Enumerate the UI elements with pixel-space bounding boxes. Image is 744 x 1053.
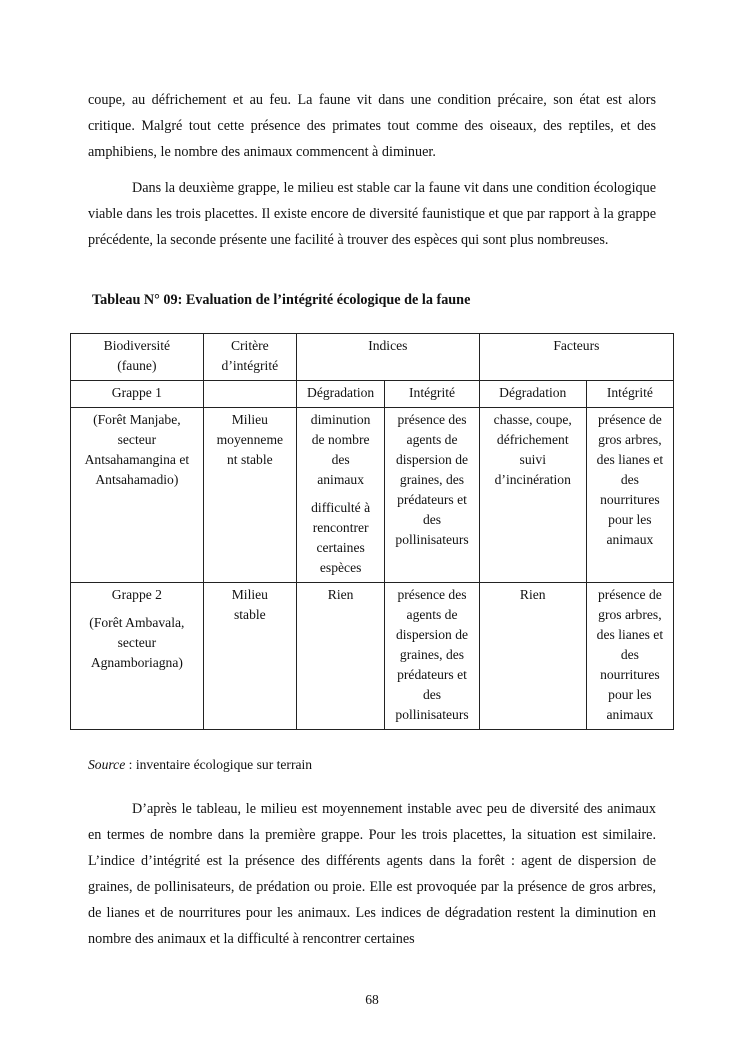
table-source (88, 756, 312, 774)
row1-indices-integrity: présence des agents de dispersion de graines, des prédateurs et des pollinisateurs (385, 408, 479, 583)
source-label: Source (88, 757, 126, 772)
paragraph-analysis: D’après le tableau, le milieu est moyennement instable avec peu de diversité des animaux en termes de nombre dans la première grappe. Pour les trois placettes, la situation est similaire. L’indice d’intégrité est la présence des différents agents dans la forêt : agent de dispersion de graines, de pollinisateurs, de prédation ou proie. Elle est provoquée par la présence de gros arbres, de lianes et de nourritures pour les animaux. Les indices de dégradation restent la diminution en nombre des animaux et la difficulté à rencontrer certaines (88, 801, 656, 947)
page-number: 68 (365, 992, 379, 1007)
row1-group: Grappe 1 (71, 381, 204, 408)
table-title: Tableau N° 09: Evaluation de l’intégrité écologique de la faune (92, 292, 471, 308)
table-row (71, 583, 674, 730)
row1-factors-integrity: présence de gros arbres, des lianes et des nourritures pour les animaux (586, 408, 673, 583)
table-header-row (71, 334, 674, 381)
header-factors: Facteurs (479, 334, 673, 381)
header-indices: Indices (296, 334, 479, 381)
row2-indices-degradation: Rien (296, 583, 384, 730)
subheader-factors-integrity: Intégrité (586, 381, 673, 408)
header-biodiversity: Biodiversité (faune) (71, 334, 204, 381)
row2-criterion: Milieu stable (203, 583, 296, 730)
row1-factors-degradation: chasse, coupe, défrichement suivi d’incinération (479, 408, 586, 583)
row2-factors-degradation: Rien (479, 583, 586, 730)
subheader-indices-integrity: Intégrité (385, 381, 479, 408)
table-subheader-row (71, 381, 674, 408)
row1-empty-criterion-header (203, 381, 296, 408)
source-text: : inventaire écologique sur terrain (125, 757, 313, 772)
row1-indices-degradation: diminution de nombre des animaux difficulté à rencontrer certaines espèces (296, 408, 384, 583)
fauna-integrity-table (70, 333, 674, 730)
subheader-factors-degradation: Dégradation (479, 381, 586, 408)
row2-factors-integrity: présence de gros arbres, des lianes et des nourritures pour les animaux (586, 583, 673, 730)
subheader-indices-degradation: Dégradation (296, 381, 384, 408)
row1-criterion: Milieu moyenneme nt stable (203, 408, 296, 583)
table-row (71, 408, 674, 583)
paragraph-second-group: Dans la deuxième grappe, le milieu est stable car la faune vit dans une condition écologique viable dans les trois placettes. Il existe encore de diversité faunistique et que par rapport à la grappe précédente, la seconde présente une facilité à trouver des espèces qui sont plus nombreuses. (88, 180, 656, 248)
row1-location: (Forêt Manjabe, secteur Antsahamangina et Antsahamadio) (71, 408, 204, 583)
header-criterion: Critère d’intégrité (203, 334, 296, 381)
row2-indices-integrity: présence des agents de dispersion de graines, des prédateurs et des pollinisateurs (385, 583, 479, 730)
paragraph-intro: coupe, au défrichement et au feu. La faune vit dans une condition précaire, son état est alors critique. Malgré tout cette présence des primates tout comme des oiseaux, des reptiles, et des amphibiens, le nombre des animaux commencent à diminuer. (88, 92, 656, 160)
row2-group-location: Grappe 2 (Forêt Ambavala, secteur Agnamboriagna) (71, 583, 204, 730)
